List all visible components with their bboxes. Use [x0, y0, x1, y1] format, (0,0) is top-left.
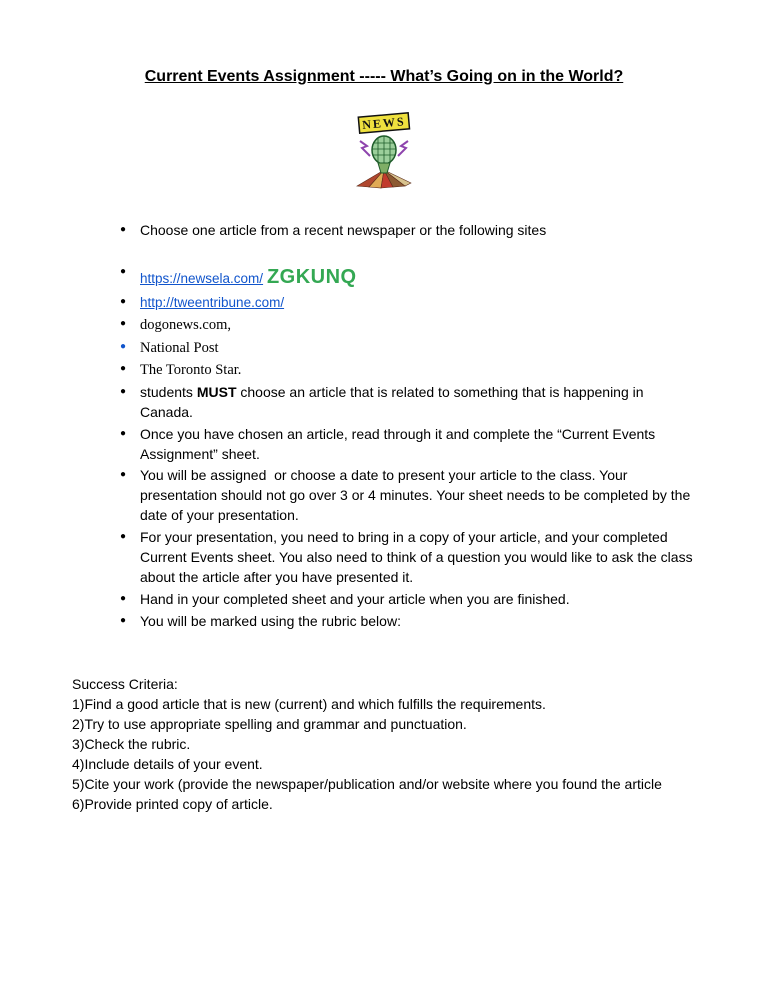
success-line: 5)Cite your work (provide the newspaper/publication and/or website where you found the article: [72, 775, 662, 792]
list-item: [140, 425, 696, 465]
success-line: 4)Include details of your event.: [72, 755, 263, 772]
text-segment: Once you have chosen an article, read through it and complete the “Current Events Assignment” sheet.: [140, 425, 659, 462]
list-item: [140, 466, 696, 526]
list-item: [140, 360, 696, 381]
list-item: [140, 221, 696, 241]
list-item: [140, 528, 696, 588]
success-line: 1)Find a good article that is new (current) and which fulfills the requirements.: [72, 696, 546, 713]
news-banner-text: NEWS: [361, 114, 407, 132]
list-item: [140, 293, 696, 313]
text-segment: For your presentation, you need to bring in a copy of your article, and your completed Current Events sheet. You also need to think of a question you would like to ask the class about the article after you have presented it.: [140, 529, 697, 585]
hyperlink[interactable]: https://newsela.com/: [140, 270, 264, 286]
list-item: [140, 338, 696, 359]
lightning-bolt-icon: [360, 141, 370, 156]
success-line: 6)Provide printed copy of article.: [72, 795, 273, 812]
text-segment: choose an article that is related to something that is happening in Canada.: [140, 383, 648, 420]
success-line: 2)Try to use appropriate spelling and grammar and punctuation.: [72, 716, 467, 733]
microphone-neck: [378, 163, 390, 173]
text-segment: Choose one article from a recent newspaper or the following sites: [140, 222, 547, 238]
hyperlink[interactable]: http://tweentribune.com/: [140, 295, 285, 311]
text-segment: MUST: [196, 383, 237, 400]
text-segment: Hand in your completed sheet and your article when you are finished.: [140, 590, 570, 607]
news-microphone-image: [72, 112, 696, 193]
news-banner: [358, 113, 409, 133]
text-segment: students: [140, 383, 197, 400]
text-segment: You will be marked using the rubric below:: [140, 612, 401, 629]
text-segment: National Post: [140, 339, 219, 356]
text-segment: dogonews.com,: [140, 317, 232, 334]
list-item: [140, 315, 696, 336]
page-title: Current Events Assignment ----- What’s Going on in the World?: [144, 68, 624, 85]
list-item: [140, 383, 696, 423]
list-item: [140, 263, 696, 291]
list-item: [140, 612, 696, 632]
success-criteria: [72, 675, 696, 814]
success-line: Success Criteria:: [72, 676, 178, 693]
list-item: [140, 590, 696, 610]
bullet-list: [72, 221, 696, 631]
text-segment: You will be assigned or choose a date to present your article to the class. Your presentation should not go over 3 or 4 minutes. Your sheet needs to be completed by the date of your presentation.: [140, 467, 695, 524]
lightning-bolt-icon: [398, 141, 408, 156]
text-segment: ZGKUNQ: [266, 265, 357, 288]
news-microphone-svg: [343, 112, 425, 190]
success-line: 3)Check the rubric.: [72, 736, 191, 752]
text-segment: The Toronto Star.: [140, 362, 242, 379]
